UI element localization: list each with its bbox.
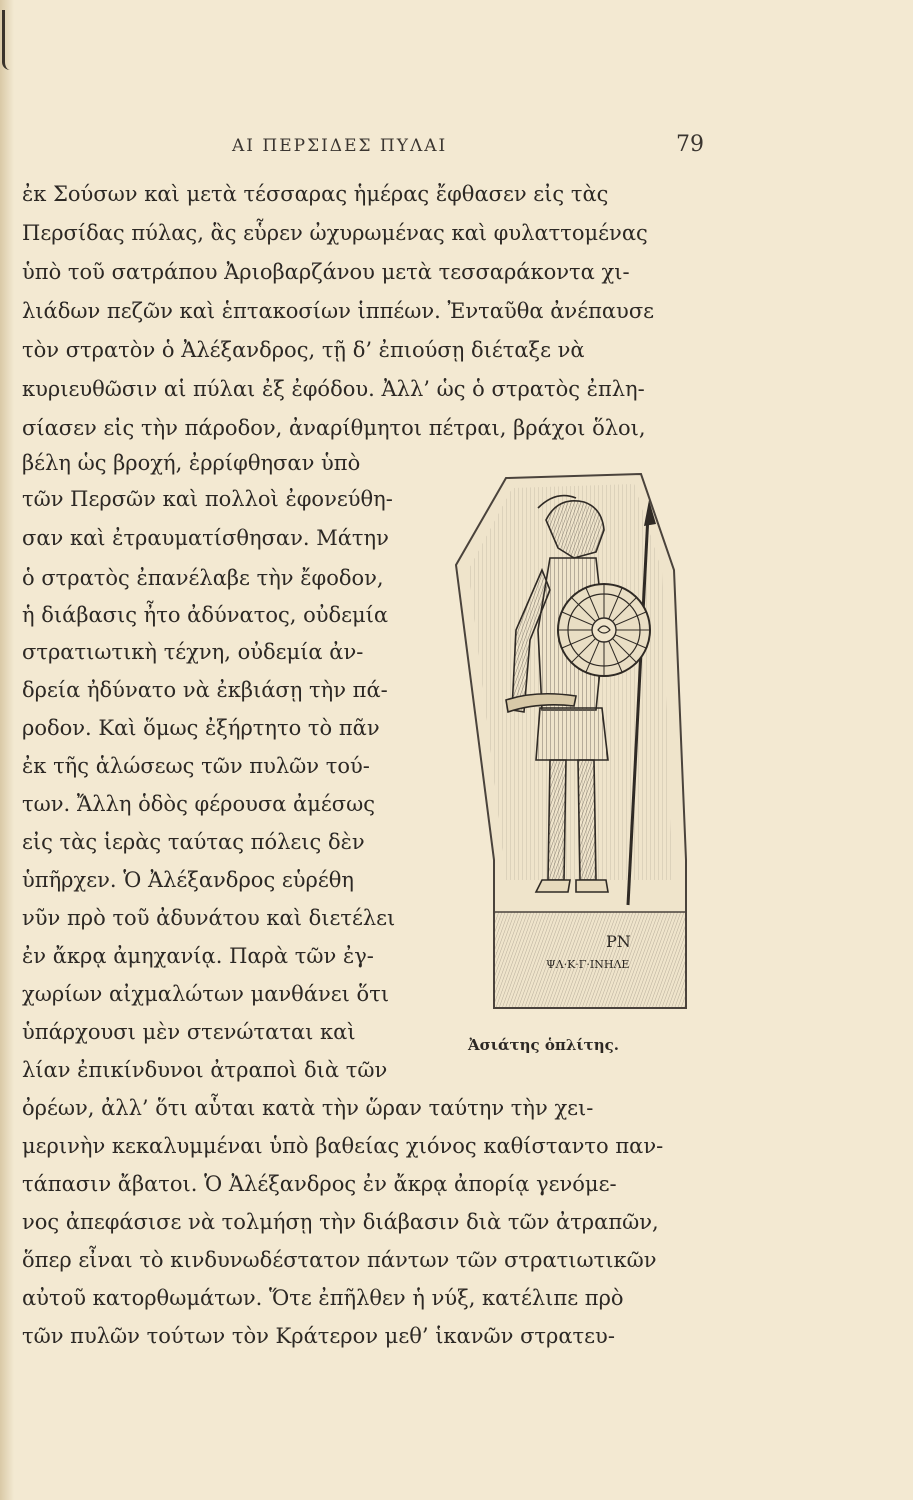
text-line: νῦν πρὸ τοῦ ἀδυνάτου καὶ διετέλει — [22, 906, 396, 930]
text-line: ἐν ἄκρᾳ ἀμηχανίᾳ. Παρὰ τῶν ἐγ- — [22, 944, 374, 968]
text-line: τῶν Περσῶν καὶ πολλοὶ ἐφονεύθη- — [22, 487, 393, 511]
text-line: χωρίων αἰχμαλώτων μανθάνει ὅτι — [22, 982, 390, 1006]
text-line: ἐκ τῆς ἁλώσεως τῶν πυλῶν τού- — [22, 754, 370, 778]
text-line: εἰς τὰς ἱερὰς ταύτας πόλεις δὲν — [22, 830, 365, 854]
text-line: Περσίδας πύλας, ἃς εὗρεν ὠχυρωμένας καὶ φυλαττομένας — [22, 221, 648, 245]
text-line: μερινὴν κεκαλυμμέναι ὑπὸ βαθείας χιόνος καθίσταντο παν- — [22, 1134, 664, 1158]
text-line: στρατιωτικὴ τέχνη, οὐδεμία ἀν- — [22, 640, 364, 664]
text-line: αὐτοῦ κατορθωμάτων. Ὅτε ἐπῆλθεν ἡ νύξ, κατέλιπε πρὸ — [22, 1286, 624, 1310]
text-line: λίαν ἐπικίνδυνοι ἀτραποὶ διὰ τῶν — [22, 1058, 388, 1082]
text-line: σαν καὶ ἐτραυματίσθησαν. Μάτην — [22, 526, 389, 550]
text-line: κυριευθῶσιν αἱ πύλαι ἐξ ἐφόδου. Ἀλλ’ ὡς ὁ στρατὸς ἐπλη- — [22, 377, 645, 401]
text-line: τὸν στρατὸν ὁ Ἀλέξανδρος, τῇ δ’ ἐπιούσῃ διέταξε νὰ — [22, 338, 585, 362]
text-line: ὁ στρατὸς ἐπανέλαβε τὴν ἔφοδον, — [22, 566, 384, 590]
text-line: ὅπερ εἶναι τὸ κινδυνωδέστατον πάντων τῶν στρατιωτικῶν — [22, 1248, 657, 1272]
text-line: ὀρέων, ἀλλ’ ὅτι αὗται κατὰ τὴν ὥραν ταύτην τὴν χει- — [22, 1096, 594, 1120]
text-line: τῶν πυλῶν τούτων τὸν Κράτερον μεθ’ ἱκανῶν στρατευ- — [22, 1324, 615, 1348]
binding-mark — [2, 10, 13, 70]
page-edge-shadow — [0, 0, 14, 1500]
svg-text:ΨΛ·Κ·Γ·ΙΝΗΛΕ: ΨΛ·Κ·Γ·ΙΝΗΛΕ — [546, 958, 630, 971]
text-line: των. Ἄλλη ὁδὸς φέρουσα ἀμέσως — [22, 792, 375, 816]
text-line: ὑπάρχουσι μὲν στενώταται καὶ — [22, 1020, 356, 1044]
text-line: τάπασιν ἄβατοι. Ὁ Ἀλέξανδρος ἐν ἄκρᾳ ἀπορίᾳ γενόμε- — [22, 1172, 617, 1196]
text-line: λιάδων πεζῶν καὶ ἑπτακοσίων ἱππέων. Ἐνταῦθα ἀνέπαυσε — [22, 299, 655, 323]
running-header — [0, 132, 913, 162]
text-line: νος ἀπεφάσισε νὰ τολμήσῃ τὴν διάβασιν διὰ τῶν ἀτραπῶν, — [22, 1210, 659, 1234]
text-line: ἡ διάβασις ἦτο ἀδύνατος, οὐδεμία — [22, 603, 389, 627]
text-line: ὑπῆρχεν. Ὁ Ἀλέξανδρος εὑρέθη — [22, 868, 354, 892]
svg-text:ΡΝ: ΡΝ — [606, 932, 631, 951]
running-title: ΑΙ ΠΕΡΣΙΔΕΣ ΠΥΛΑΙ — [232, 136, 448, 156]
text-line: ροδον. Καὶ ὅμως ἐξήρτητο τὸ πᾶν — [22, 716, 380, 740]
text-line: ἐκ Σούσων καὶ μετὰ τέσσαρας ἡμέρας ἔφθασεν εἰς τὰς — [22, 182, 609, 206]
text-line: δρεία ἠδύνατο νὰ ἐκβιάσῃ τὴν πά- — [22, 678, 388, 702]
figure-caption: Ἀσιάτης ὁπλίτης. — [468, 1036, 619, 1054]
text-line: ὑπὸ τοῦ σατράπου Ἀριοβαρζάνου μετὰ τεσσαράκοντα χι- — [22, 260, 630, 284]
page-number: 79 — [676, 132, 704, 157]
text-line: σίασεν εἰς τὴν πάροδον, ἀναρίθμητοι πέτραι, βράχοι ὅλοι, — [22, 416, 646, 440]
hoplite-illustration — [446, 460, 696, 1025]
text-line: βέλη ὡς βροχή, ἐρρίφθησαν ὑπὸ — [22, 451, 361, 475]
